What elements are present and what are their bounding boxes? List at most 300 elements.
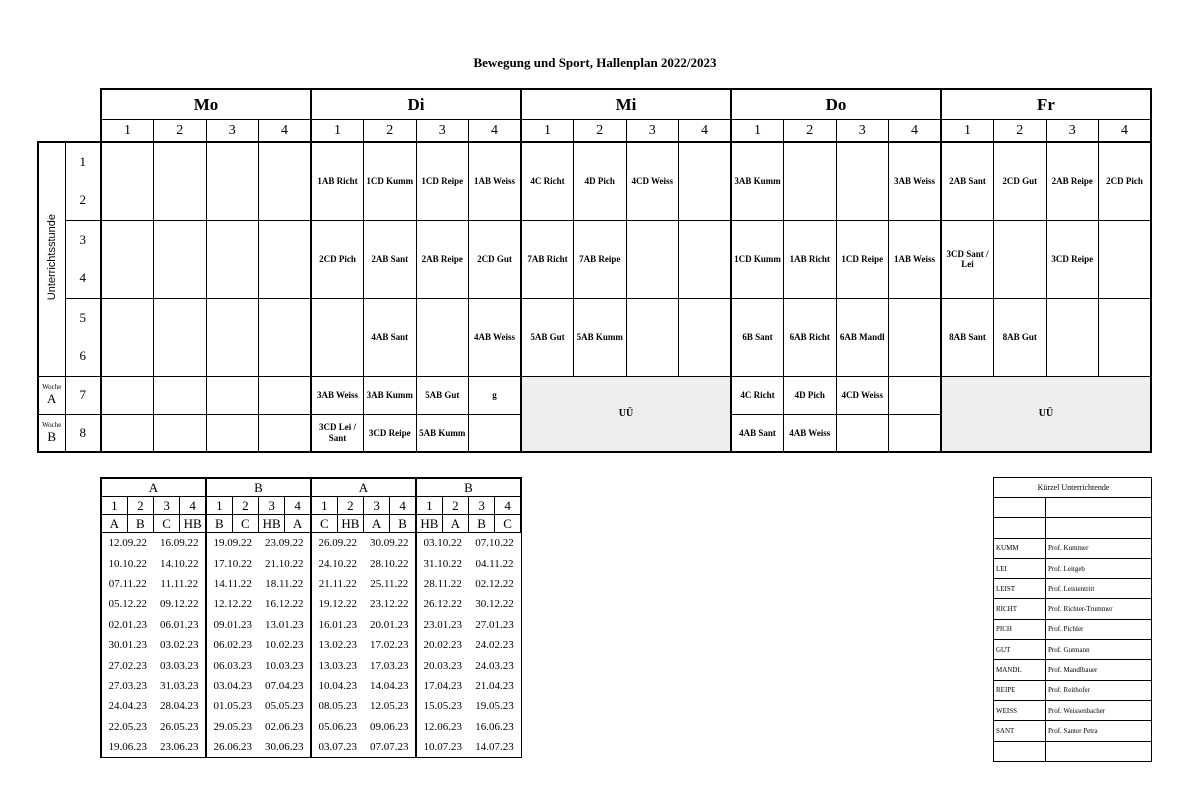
date-cell: 17.02.23 (370, 639, 409, 652)
date-cell: 07.07.23 (364, 737, 417, 758)
date-row (101, 737, 521, 758)
lesson-cell: 1AB Richt (311, 142, 364, 220)
legend-empty-row (994, 498, 1152, 518)
lesson-cell (416, 298, 469, 376)
lesson-cell: 4CD Weiss (626, 142, 679, 220)
date-group-row (101, 478, 521, 497)
lesson-cell: 3AB Kumm (364, 376, 417, 414)
period-number: 2 (442, 497, 468, 515)
class-group: HB (259, 515, 285, 533)
week-group: B (416, 478, 521, 497)
lesson-cell (101, 414, 154, 452)
day-fr: Fr (941, 89, 1151, 120)
lesson-cell: 2AB Reipe (1046, 142, 1099, 220)
period-number: 4 (285, 497, 311, 515)
period-number: 2 (337, 497, 363, 515)
date-cell: 17.03.23 (370, 659, 409, 672)
lesson-cell: 4C Richt (521, 142, 574, 220)
period-number: 4 (495, 497, 521, 515)
legend-code: REIPE (994, 680, 1046, 700)
date-cell: 13.01.23 (265, 618, 304, 631)
lesson-cell: 3CD Reipe (364, 414, 417, 452)
date-row (101, 717, 521, 737)
lesson-cell: 1CD Reipe (416, 142, 469, 220)
period-number: 2 (994, 120, 1047, 143)
legend-code: SANT (994, 721, 1046, 741)
date-cell: 26.09.22 (311, 533, 364, 554)
legend-teacher: Prof. Pichler (1046, 619, 1152, 639)
period-number: 2 (574, 120, 627, 143)
date-cell: 12.12.22 (206, 594, 259, 614)
corner (38, 89, 101, 120)
lesson-cell: 3AB Kumm (731, 142, 784, 220)
date-cell: 02.06.23 (265, 720, 304, 733)
lesson-cell (679, 220, 732, 298)
date-cell: 19.06.23 (101, 737, 154, 758)
date-cell: 31.03.23 (160, 679, 199, 692)
week-group: A (311, 478, 416, 497)
lesson-cell (101, 220, 154, 298)
date-class-row (101, 515, 521, 533)
lesson-cell: 6B Sant (731, 298, 784, 376)
legend-empty-row (994, 518, 1152, 538)
date-cell: 24.02.23 (469, 635, 522, 655)
date-cell: 03.03.23 (160, 659, 199, 672)
date-cell: 09.06.23 (370, 720, 409, 733)
date-cell: 20.03.23 (416, 655, 469, 675)
period-number: 3 (154, 497, 180, 515)
date-cell: 03.10.22 (416, 533, 469, 554)
lesson-cell (679, 142, 732, 220)
lesson-cell: 4CD Weiss (836, 376, 889, 414)
lesson-cell (154, 298, 207, 376)
lesson-cell: 8AB Sant (941, 298, 994, 376)
lesson-cell: 4AB Sant (731, 414, 784, 452)
period-number: 1 (521, 120, 574, 143)
legend-code: KUMM (994, 538, 1046, 558)
date-cell: 16.12.22 (265, 598, 304, 611)
legend-teacher: Prof. Gutmann (1046, 640, 1152, 660)
lesson-number: 1 (65, 142, 101, 181)
date-cell: 06.03.23 (206, 655, 259, 675)
lesson-cell: 4AB Weiss (469, 298, 522, 376)
date-row (101, 553, 521, 573)
legend-row (994, 619, 1152, 639)
lesson-cell (836, 414, 889, 452)
date-row (101, 615, 521, 635)
side-label-cell (38, 142, 65, 376)
lesson-cell (154, 376, 207, 414)
lesson-cell (259, 220, 312, 298)
date-cell: 23.01.23 (416, 615, 469, 635)
day-mi: Mi (521, 89, 731, 120)
lesson-cell: 2CD Gut (994, 142, 1047, 220)
period-number: 4 (889, 120, 942, 143)
lesson-row (38, 298, 1151, 337)
legend-teacher: Prof. Weissenbacher (1046, 700, 1152, 720)
period-number: 2 (127, 497, 153, 515)
lesson-cell: 1CD Kumm (364, 142, 417, 220)
period-number: 3 (364, 497, 390, 515)
woche-letter: B (47, 428, 57, 444)
timetable (37, 88, 1152, 453)
teacher-legend (993, 477, 1152, 762)
legend-row (994, 558, 1152, 578)
date-cell: 28.11.22 (416, 574, 469, 594)
class-group: A (442, 515, 468, 533)
date-cell: 05.12.22 (101, 594, 154, 614)
period-number: 3 (1046, 120, 1099, 143)
date-cell: 10.04.23 (311, 676, 364, 696)
legend-empty-row (994, 741, 1152, 761)
legend-code (994, 518, 1046, 538)
lesson-cell: 3CD Reipe (1046, 220, 1099, 298)
legend-teacher: Prof. Leistentritt (1046, 579, 1152, 599)
grey-block: UÜ (941, 376, 1151, 452)
date-cell: 22.05.23 (101, 717, 154, 737)
lesson-cell: 7AB Richt (521, 220, 574, 298)
legend-teacher (1046, 518, 1152, 538)
period-number: 1 (206, 497, 232, 515)
date-cell: 19.09.22 (206, 533, 259, 554)
lesson-cell: 6AB Richt (784, 298, 837, 376)
lesson-cell (889, 298, 942, 376)
date-row (101, 655, 521, 675)
legend-row (994, 538, 1152, 558)
legend-code: MANDL (994, 660, 1046, 680)
lesson-cell: 2CD Pich (1099, 142, 1152, 220)
class-group: C (232, 515, 258, 533)
date-row (101, 696, 521, 716)
legend-row (994, 660, 1152, 680)
period-number: 1 (731, 120, 784, 143)
date-cell: 30.09.22 (370, 537, 409, 550)
period-number: 3 (469, 497, 495, 515)
class-group: A (364, 515, 390, 533)
lesson-cell (626, 298, 679, 376)
date-cell: 28.10.22 (370, 557, 409, 570)
lesson-cell (259, 142, 312, 220)
woche-label-cell (38, 376, 65, 414)
lesson-cell (154, 220, 207, 298)
lesson-cell (1099, 220, 1152, 298)
date-cell: 16.09.22 (160, 537, 199, 550)
legend-teacher: Prof. Santer Petra (1046, 721, 1152, 741)
lesson-cell: 5AB Gut (416, 376, 469, 414)
date-cell: 08.05.23 (311, 696, 364, 716)
class-group: C (495, 515, 521, 533)
lesson-cell: 2AB Reipe (416, 220, 469, 298)
lesson-cell (206, 376, 259, 414)
period-number: 2 (784, 120, 837, 143)
period-number: 1 (311, 497, 337, 515)
lesson-cell (206, 220, 259, 298)
legend-code: RICHT (994, 599, 1046, 619)
legend-teacher: Prof. Reithofer (1046, 680, 1152, 700)
date-row (101, 533, 521, 554)
date-cell: 10.07.23 (416, 737, 469, 758)
lesson-number: 5 (65, 298, 101, 337)
period-number: 1 (311, 120, 364, 143)
date-cell: 18.11.22 (265, 577, 304, 590)
lesson-number: 4 (65, 259, 101, 298)
date-cell: 03.07.23 (311, 737, 364, 758)
legend-code: GUT (994, 640, 1046, 660)
date-cell: 26.06.23 (206, 737, 259, 758)
day-mo: Mo (101, 89, 311, 120)
class-group: C (154, 515, 180, 533)
lesson-cell: 6AB Mandl (836, 298, 889, 376)
legend-row (994, 721, 1152, 741)
date-cell: 05.06.23 (311, 717, 364, 737)
legend-code (994, 498, 1046, 518)
date-cell: 19.05.23 (469, 696, 522, 716)
lesson-cell (101, 298, 154, 376)
lesson-cell (1099, 298, 1152, 376)
date-row (101, 574, 521, 594)
lesson-cell (1046, 298, 1099, 376)
date-cell: 11.11.22 (160, 577, 199, 590)
date-cell: 27.02.23 (101, 655, 154, 675)
class-group: HB (337, 515, 363, 533)
legend-teacher: Prof. Leitgeb (1046, 558, 1152, 578)
lesson-cell (206, 298, 259, 376)
lesson-cell (784, 142, 837, 220)
legend-code: LEIST (994, 579, 1046, 599)
woche-label: Woche (42, 420, 62, 429)
lesson-cell: 3CD Sant / Lei (941, 220, 994, 298)
date-cell: 23.09.22 (265, 537, 304, 550)
date-cell: 30.12.22 (469, 594, 522, 614)
date-period-row (101, 497, 521, 515)
date-cell: 03.02.23 (160, 639, 199, 652)
date-cell: 15.05.23 (416, 696, 469, 716)
lesson-cell (626, 220, 679, 298)
date-cell: 23.06.23 (154, 737, 207, 758)
lesson-cell: 2AB Sant (941, 142, 994, 220)
date-row (101, 635, 521, 655)
lesson-cell (206, 414, 259, 452)
legend-row (994, 599, 1152, 619)
week-group: A (101, 478, 206, 497)
class-group: B (469, 515, 495, 533)
legend-code: PICH (994, 619, 1046, 639)
period-number: 1 (941, 120, 994, 143)
date-cell: 10.02.23 (265, 639, 304, 652)
lesson-number: 6 (65, 337, 101, 376)
lesson-cell: 2CD Gut (469, 220, 522, 298)
class-group: HB (180, 515, 206, 533)
period-number: 1 (416, 497, 442, 515)
date-cell: 02.01.23 (101, 615, 154, 635)
date-cell: 16.06.23 (469, 717, 522, 737)
date-cell: 21.04.23 (469, 676, 522, 696)
date-cell: 10.10.22 (101, 553, 154, 573)
lesson-cell (101, 142, 154, 220)
date-cell: 05.05.23 (265, 700, 304, 713)
date-cell: 27.03.23 (101, 676, 154, 696)
date-cell: 14.11.22 (206, 574, 259, 594)
date-cell: 14.04.23 (370, 679, 409, 692)
period-number: 3 (626, 120, 679, 143)
legend-code (994, 741, 1046, 761)
period-header-row (38, 120, 1151, 143)
lesson-cell: 1CD Reipe (836, 220, 889, 298)
lesson-row (38, 142, 1151, 181)
date-cell: 28.04.23 (160, 700, 199, 713)
date-cell: 29.05.23 (206, 717, 259, 737)
date-cell: 13.02.23 (311, 635, 364, 655)
legend-title-row (994, 478, 1152, 498)
lesson-cell (259, 376, 312, 414)
date-cell: 14.10.22 (160, 557, 199, 570)
date-cell: 09.12.22 (160, 598, 199, 611)
lesson-row (38, 220, 1151, 259)
lesson-cell: 8AB Gut (994, 298, 1047, 376)
lesson-cell: 4AB Sant (364, 298, 417, 376)
lesson-cell (889, 376, 942, 414)
legend-row (994, 700, 1152, 720)
lesson-number: 7 (65, 376, 101, 414)
date-cell: 04.11.22 (469, 553, 522, 573)
period-number: 1 (101, 497, 127, 515)
period-number: 4 (1099, 120, 1152, 143)
legend-teacher (1046, 498, 1152, 518)
lesson-cell: 3AB Weiss (311, 376, 364, 414)
legend-code: WEISS (994, 700, 1046, 720)
date-cell: 21.10.22 (265, 557, 304, 570)
date-cell: 30.01.23 (101, 635, 154, 655)
lesson-cell (259, 414, 312, 452)
period-number: 4 (180, 497, 206, 515)
legend-row (994, 640, 1152, 660)
date-cell: 26.12.22 (416, 594, 469, 614)
lesson-number: 2 (65, 181, 101, 220)
woche-letter: A (47, 391, 57, 406)
period-number: 3 (836, 120, 889, 143)
woche-label-cell (38, 414, 65, 452)
lesson-cell: 1AB Weiss (889, 220, 942, 298)
date-cell: 12.09.22 (101, 533, 154, 554)
side-label: Unterrichtsstunde (45, 213, 58, 300)
date-cell: 13.03.23 (311, 655, 364, 675)
date-cell: 12.06.23 (416, 717, 469, 737)
lesson-cell: 1AB Weiss (469, 142, 522, 220)
date-cell: 07.11.22 (101, 574, 154, 594)
lesson-cell: 2AB Sant (364, 220, 417, 298)
date-cell: 24.10.22 (311, 553, 364, 573)
legend-row (994, 680, 1152, 700)
date-cell: 26.05.23 (160, 720, 199, 733)
day-di: Di (311, 89, 521, 120)
lesson-cell (311, 298, 364, 376)
lesson-cell: 1AB Richt (784, 220, 837, 298)
lesson-cell: 4D Pich (784, 376, 837, 414)
lesson-cell (469, 414, 522, 452)
lesson-number: 8 (65, 414, 101, 452)
date-cell: 12.05.23 (370, 700, 409, 713)
lesson-cell: 4D Pich (574, 142, 627, 220)
lesson-cell: 3AB Weiss (889, 142, 942, 220)
date-cell: 20.02.23 (416, 635, 469, 655)
period-number: 4 (390, 497, 416, 515)
date-cell: 03.04.23 (206, 676, 259, 696)
date-cell: 02.12.22 (469, 574, 522, 594)
class-group: HB (416, 515, 442, 533)
period-number: 2 (154, 120, 207, 143)
class-group: B (390, 515, 416, 533)
lesson-cell (154, 142, 207, 220)
legend-teacher: Prof. Richter-Trummer (1046, 599, 1152, 619)
date-row (101, 594, 521, 614)
page-title: Bewegung und Sport, Hallenplan 2022/2023 (473, 55, 717, 70)
lesson-cell: 4AB Weiss (784, 414, 837, 452)
date-cell: 07.10.22 (469, 533, 522, 554)
date-row (101, 676, 521, 696)
lesson-cell (994, 220, 1047, 298)
day-header-row (38, 89, 1151, 120)
period-number: 2 (364, 120, 417, 143)
lesson-cell (154, 414, 207, 452)
week-group: B (206, 478, 311, 497)
date-table (100, 477, 522, 758)
date-cell: 20.01.23 (370, 618, 409, 631)
period-number: 4 (469, 120, 522, 143)
date-cell: 07.04.23 (265, 679, 304, 692)
date-cell: 17.10.22 (206, 553, 259, 573)
date-cell: 09.01.23 (206, 615, 259, 635)
date-cell: 06.01.23 (160, 618, 199, 631)
class-group: A (285, 515, 311, 533)
lesson-cell: 1CD Kumm (731, 220, 784, 298)
date-cell: 23.12.22 (370, 598, 409, 611)
lesson-number: 3 (65, 220, 101, 259)
legend-row (994, 579, 1152, 599)
date-cell: 24.04.23 (101, 696, 154, 716)
lesson-cell (836, 142, 889, 220)
lesson-cell (206, 142, 259, 220)
date-cell: 31.10.22 (416, 553, 469, 573)
period-number: 2 (232, 497, 258, 515)
lesson-cell: g (469, 376, 522, 414)
period-number: 3 (416, 120, 469, 143)
legend-title: Kürzel Unterrichtende (994, 478, 1152, 498)
grey-block: UÜ (521, 376, 731, 452)
date-cell: 19.12.22 (311, 594, 364, 614)
date-cell: 06.02.23 (206, 635, 259, 655)
legend-teacher: Prof. Kummer (1046, 538, 1152, 558)
lesson-cell: 5AB Kumm (574, 298, 627, 376)
lesson-cell: 5AB Gut (521, 298, 574, 376)
lesson-cell: 2CD Pich (311, 220, 364, 298)
corner (38, 120, 101, 143)
woche-label: Woche (42, 383, 62, 391)
legend-code: LEI (994, 558, 1046, 578)
period-number: 4 (679, 120, 732, 143)
date-cell: 24.03.23 (469, 655, 522, 675)
woche-row (38, 376, 1151, 414)
date-cell: 27.01.23 (469, 615, 522, 635)
date-cell: 14.07.23 (469, 737, 522, 758)
date-cell: 30.06.23 (259, 737, 312, 758)
period-number: 3 (206, 120, 259, 143)
lesson-cell: 4C Richt (731, 376, 784, 414)
lesson-cell: 7AB Reipe (574, 220, 627, 298)
period-number: 4 (259, 120, 312, 143)
legend-teacher: Prof. Mandlbauer (1046, 660, 1152, 680)
lesson-cell: 5AB Kumm (416, 414, 469, 452)
date-cell: 25.11.22 (370, 577, 409, 590)
